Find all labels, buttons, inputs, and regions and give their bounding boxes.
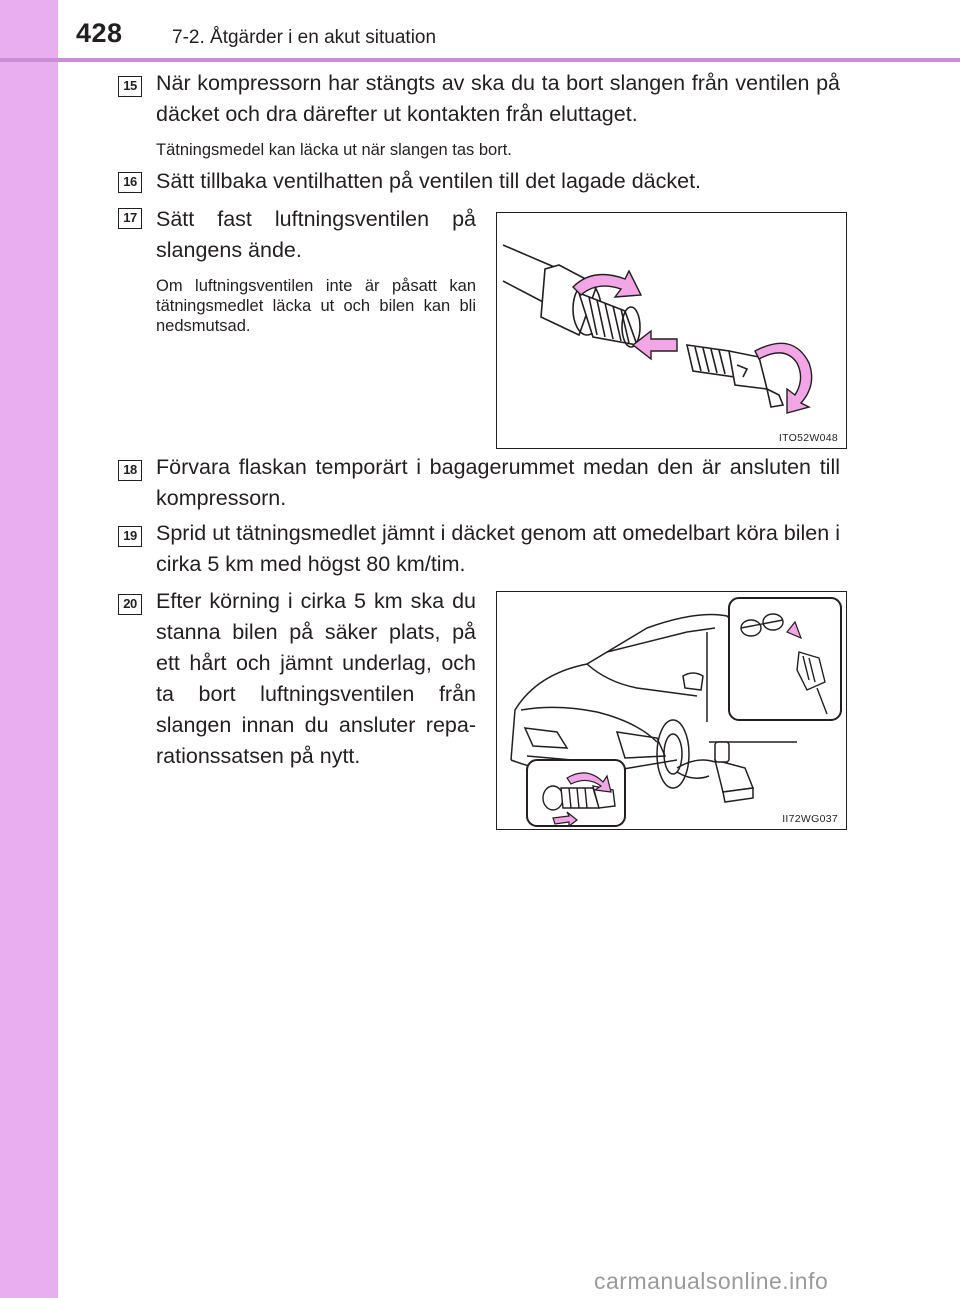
car-repair-kit-illustration	[497, 592, 848, 831]
step-15-text: När kompressorn har stängts av ska du ta bort slangen från ventilen på däcket och dra därefter ut kontakten från eluttaget.	[156, 71, 840, 126]
step-15-note: Tätningsmedel kan läcka ut när slangen tas bort.	[156, 141, 512, 159]
step-17-note: Om luftningsventilen inte är påsatt kan tätningsmedlet läcka ut och bilen kan bli nedsmutsad.	[156, 277, 476, 335]
chapter-sidebar	[0, 0, 58, 1298]
step-number-15: 15	[118, 76, 142, 97]
step-20-text: Efter körning i cirka 5 km ska du stanna bilen på säker plats, på ett hårt och jämnt underlag, och ta bort luftningsventilen från slangen innan du ansluter reparationssatsen på nytt.	[156, 589, 476, 768]
section-title: 7-2. Åtgärder i en akut situation	[172, 27, 437, 48]
step-18-text: Förvara flaskan temporärt i bagagerummet medan den är ansluten till kompressorn.	[156, 455, 840, 510]
step-number-17: 17	[118, 208, 142, 229]
step-16-text: Sätt tillbaka ventilhatten på ventilen till det lagade däcket.	[156, 169, 702, 193]
valve-hose-illustration	[497, 213, 848, 450]
figure-code: ITO52W048	[778, 432, 838, 444]
step-number-18: 18	[118, 460, 142, 481]
step-number-20: 20	[118, 594, 142, 615]
header-rule	[0, 58, 960, 62]
step-17-text: Sätt fast luftningsventilen på slangens ände.	[156, 207, 476, 262]
step-number-19: 19	[118, 526, 142, 547]
watermark: carmanualsonline.info	[594, 1268, 829, 1294]
step-number-16: 16	[118, 172, 142, 193]
figure-code: II72WG037	[782, 813, 838, 825]
step-19-text: Sprid ut tätningsmedlet jämnt i däcket genom att omedelbart köra bilen i cirka 5 km med högst 80 km/tim.	[156, 521, 840, 576]
valve-hose-figure	[496, 212, 847, 449]
page-number: 428	[76, 18, 123, 48]
car-repair-kit-figure	[496, 591, 847, 830]
